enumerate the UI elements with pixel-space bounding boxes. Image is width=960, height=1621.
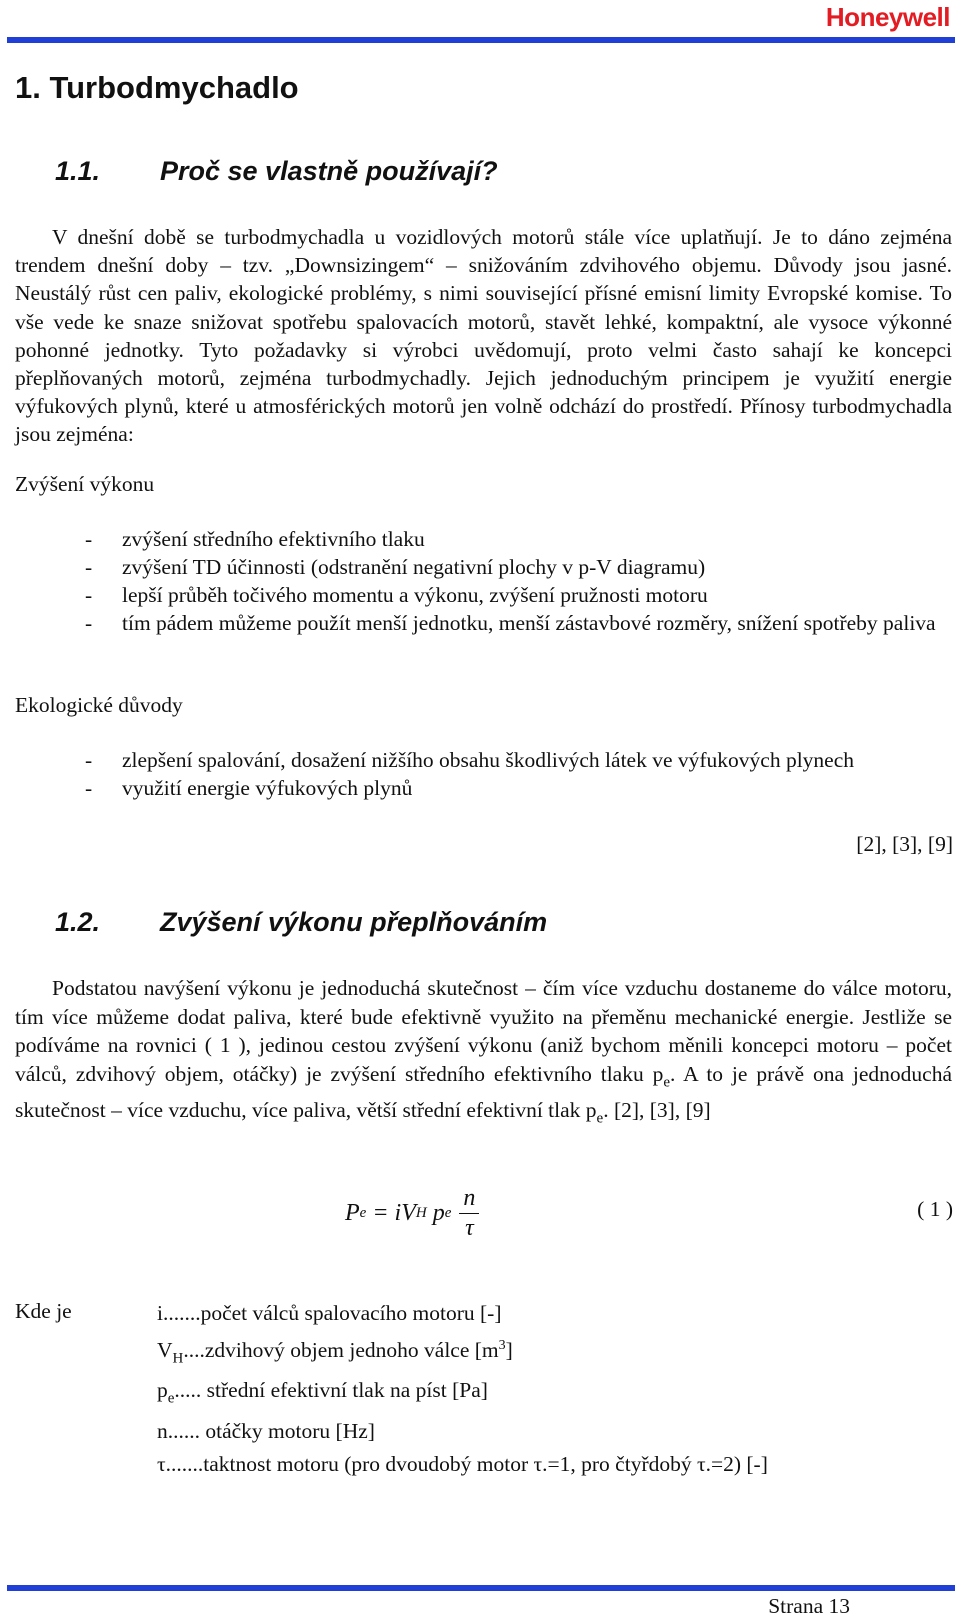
legend-item-n: n...... otáčky motoru [Hz] [157,1419,375,1444]
section-heading-1-1 [55,156,498,187]
legend-item-i: i.......počet válců spalovacího motoru [-] [157,1301,502,1325]
legend-item-vh: $V_H....zdvihový$ objem jednoho válce $[m^3]$ [157,1337,513,1366]
references: [2], [3], [9] [856,832,953,856]
page-number: Strana 13 [768,1594,850,1618]
ecology-benefits-list [85,746,952,802]
section-heading-1-2 [55,907,547,938]
legend-item-pe: $p_e$..... střední efektivní tlak na píst [Pa] [157,1378,488,1407]
chapter-title: 1. Turbodmychadlo [15,70,299,105]
list-item: - zvýšení TD účinnosti (odstranění negativní plochy v p-V diagramu) [85,555,706,579]
legend-label: Kde je [15,1299,72,1323]
group-label-power: Zvýšení výkonu [15,472,155,496]
list-item: - lepší průběh točivého momentu a výkonu, zvýšení pružnosti motoru [85,583,708,607]
section-number: 1.2. [55,907,101,937]
variable-legend [157,1297,768,1480]
list-item: - zlepšení spalování, dosažení nižšího obsahu škodlivých látek ve výfukových plynech [85,748,855,772]
honeywell-logo: Honeywell [825,2,950,32]
list-item: - zvýšení středního efektivního tlaku [85,527,425,551]
list-item: - využití energie výfukových plynů [85,776,413,800]
group-label-ecology: Ekologické důvody [15,693,183,717]
equation-number: ( 1 ) [917,1197,953,1221]
list-item: - tím pádem můžeme použít menší jednotku, menší zástavbové rozměry, snížení spotřeby paliva [85,611,936,635]
intro-paragraph: V dnešní době se turbodmychadla u vozidlových motorů stále více uplatňují. Je to dáno zejména trendem dnešní doby – tzv. „Downsizingem“ – snižováním zdvihového objemu. Důvody jsou jasné. Neustálý růst cen paliv, ekologické problémy, s nimi související přísné emisní limity Evropské komise. To vše vede ke snaze snižovat spotřebu spalovacích motorů, stavět lehké, kompaktní, ale vysoce výkonné pohonné jednotky. Tyto požadavky si výrobci uvědomují, proto velmi často sahají ke koncepci přeplňovaných motorů, zejména turbodmychadly. Jejich jednoduchým principem je využití energie výfukových plynů, které u atmosférických motorů jen volně odchází do prostředí. Přínosy turbodmychadla jsou zejména: [15,225,952,447]
power-equation: P e = iV H p e $\frac{n}{\tau}$ [345,1183,479,1243]
section-title: Proč se vlastně používají? [160,156,498,186]
section-title: Zvýšení výkonu přeplňováním [160,907,548,937]
header-rule [7,37,955,43]
footer-rule [7,1585,955,1591]
fraction: $\frac{n}{\tau}$ [459,1185,479,1242]
power-benefits-list [85,525,952,637]
power-paragraph: Podstatou navýšení výkonu je jednoduchá skutečnost – čím více vzduchu dostaneme do válce motoru, tím více můžeme dodat paliva, které bude efektivně využito na přeměnu mechanické energie. Jestliže se podíváme na rovnici ( 1 ), jedinou cestou zvýšení výkonu (aniž bychom měnili koncepci motoru – počet válců, zdvihový objem, otáčky) je zvýšení středního efektivního tlaku $p_e$. A to je právě ona jednoduchá skutečnost – více vzduchu, více paliva, větší střední efektivní tlak $p_e$. [2], [3], [9] [15,976,952,1127]
section-number: 1.1. [55,156,101,186]
legend-item-tau: τ.......taktnost motoru (pro dvoudobý motor τ.=1, pro čtyřdobý τ.=2) [-] [157,1451,768,1476]
